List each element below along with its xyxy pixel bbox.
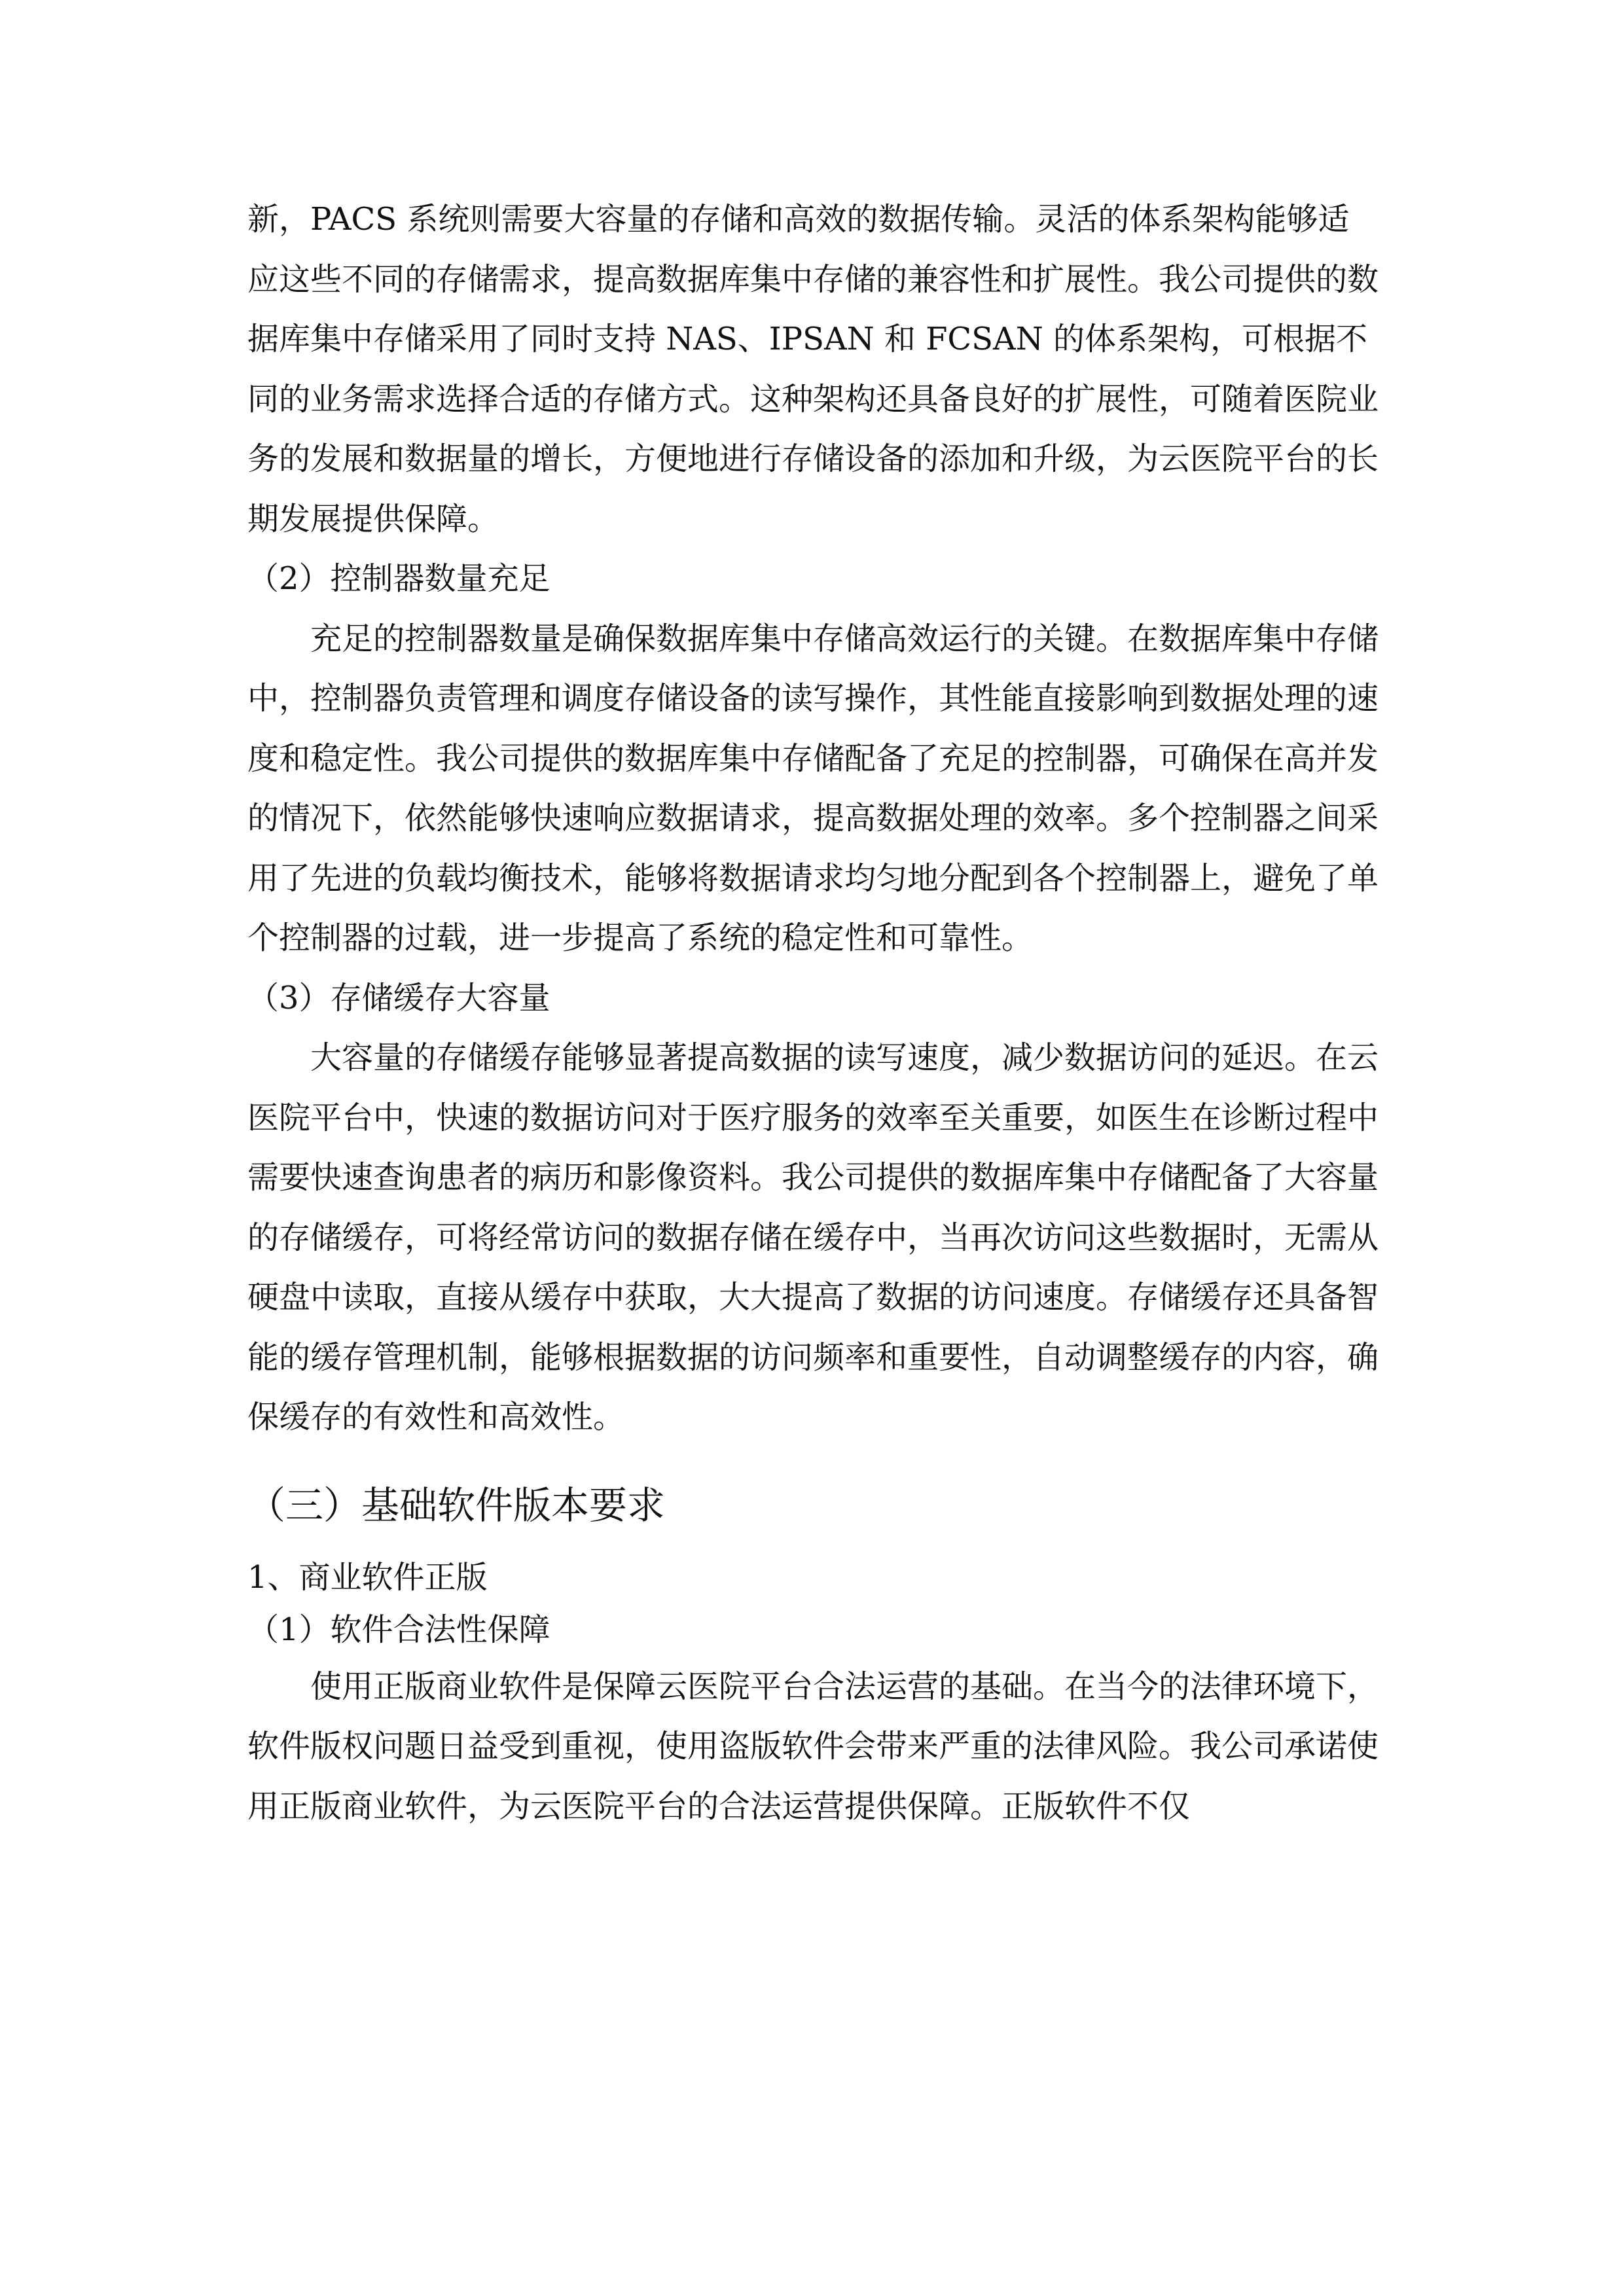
subheading-storage-cache: （3）存储缓存大容量 — [247, 979, 550, 1016]
paragraph-software-legality: 使用正版商业软件是保障云医院平台合法运营的基础。在当今的法律环境下，软件版权问题日益受到重视，使用盗版软件会带来严重的法律风险。我公司承诺使用正版商业软件，为云医院平台的合法运营提供保障。正版软件不仅 — [247, 1668, 1379, 1825]
paragraph-controller-count: 充足的控制器数量是确保数据库集中存储高效运行的关键。在数据库集中存储中，控制器负责管理和调度存储设备的读写操作，其性能直接影响到数据处理的速度和稳定性。我公司提供的数据库集中存储配备了充足的控制器，可确保在高并发的情况下，依然能够快速响应数据请求，提高数据处理的效率。多个控制器之间采用了先进的负载均衡技术，能够将数据请求均匀地分配到各个控制器上，避免了单个控制器的过载，进一步提高了系统的稳定性和可靠性。 — [247, 620, 1379, 956]
document-body — [247, 190, 1380, 1837]
paragraph-storage-architecture: 新，PACS 系统则需要大容量的存储和高效的数据传输。灵活的体系架构能够适应这些不同的存储需求，提高数据库集中存储的兼容性和扩展性。我公司提供的数据库集中存储采用了同时支持 NAS、IPSAN 和 FCSAN 的体系架构，可根据不同的业务需求选择合适的存储方式。这种架构还具备良好的扩展性，可随着医院业务的发展和数据量的增长，方便地进行存储设备的添加和升级，为云医院平台的长期发展提供保障。 — [247, 201, 1379, 537]
section-heading-base-software: （三）基础软件版本要求 — [247, 1482, 666, 1528]
item-heading-commercial-software: 1、商业软件正版 — [247, 1558, 488, 1596]
paragraph-storage-cache: 大容量的存储缓存能够显著提高数据的读写速度，减少数据访问的延迟。在云医院平台中，快速的数据访问对于医疗服务的效率至关重要，如医生在诊断过程中需要快速查询患者的病历和影像资料。我公司提供的数据库集中存储配备了大容量的存储缓存，可将经常访问的数据存储在缓存中，当再次访问这些数据时，无需从硬盘中读取，直接从缓存中获取，大大提高了数据的访问速度。存储缓存还具备智能的缓存管理机制，能够根据数据的访问频率和重要性，自动调整缓存的内容，确保缓存的有效性和高效性。 — [247, 1039, 1379, 1435]
subheading-controller-count: （2）控制器数量充足 — [247, 560, 550, 597]
item-heading-software-legality: （1）软件合法性保障 — [247, 1611, 550, 1648]
